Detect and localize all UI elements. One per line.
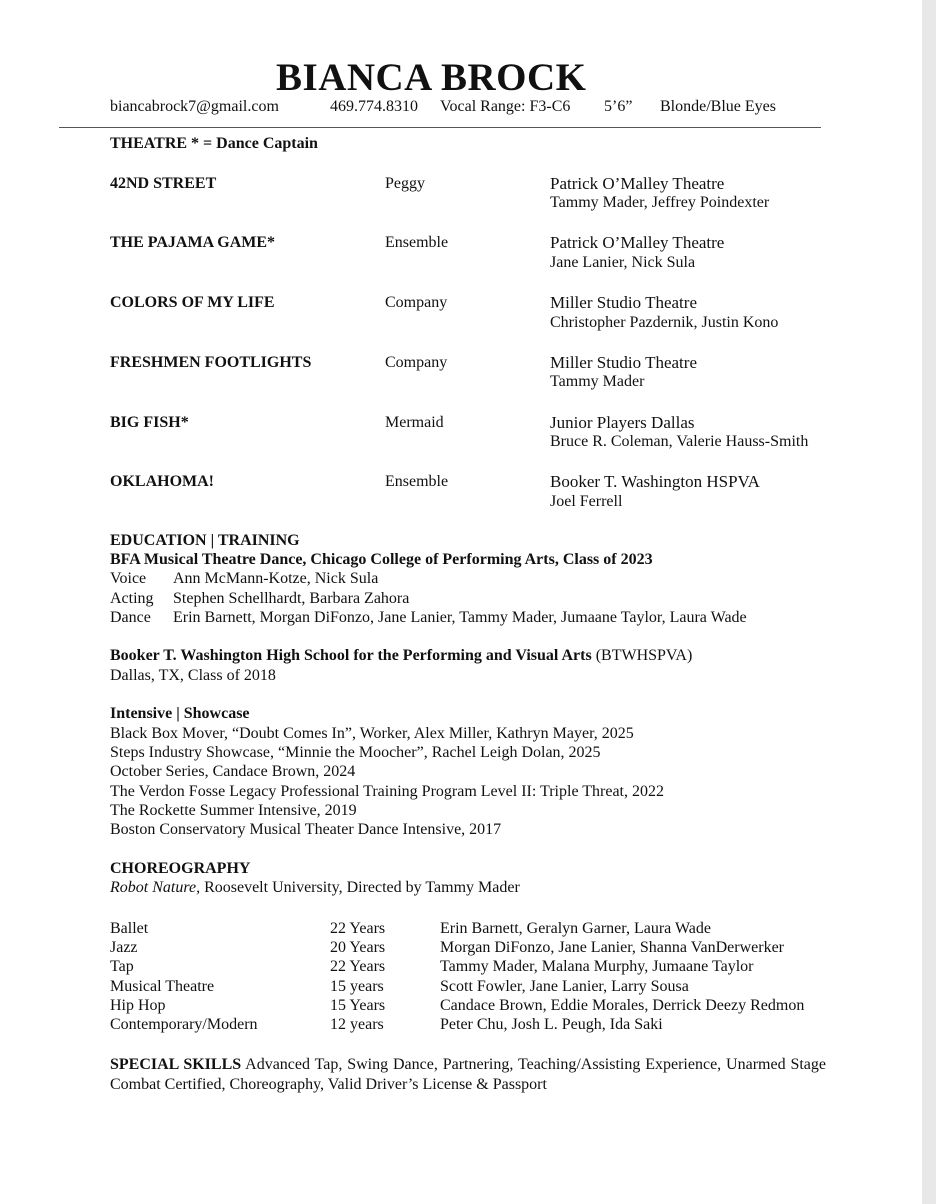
training-teachers: Ann McMann-Kotze, Nick Sula	[173, 570, 379, 587]
skill-years: 15 Years	[330, 997, 386, 1014]
bfa-degree: BFA Musical Theatre Dance, Chicago College of Performing Arts, Class of 2023	[110, 551, 653, 568]
training-label: Voice	[110, 570, 147, 587]
skill-style: Musical Theatre	[110, 978, 215, 995]
training-teachers: Erin Barnett, Morgan DiFonzo, Jane Lanier, Tammy Mader, Jumaane Taylor, Laura Wade	[173, 609, 747, 626]
intensive-item: Black Box Mover, “Doubt Comes In”, Worker, Alex Miller, Kathryn Mayer, 2025	[110, 725, 634, 742]
intensive-item: Steps Industry Showcase, “Minnie the Moocher”, Rachel Leigh Dolan, 2025	[110, 744, 601, 761]
intensive-item: The Rockette Summer Intensive, 2019	[110, 802, 357, 819]
show-title: OKLAHOMA!	[110, 473, 214, 490]
skill-teachers: Morgan DiFonzo, Jane Lanier, Shanna VanDerwerker	[440, 939, 784, 956]
skill-teachers: Peter Chu, Josh L. Peugh, Ida Saki	[440, 1016, 663, 1033]
skill-teachers: Tammy Mader, Malana Murphy, Jumaane Taylor	[440, 958, 754, 975]
show-role: Ensemble	[385, 234, 449, 251]
phone-text: 469.774.8310	[330, 98, 418, 115]
theatre-heading: THEATRE * = Dance Captain	[110, 135, 318, 152]
intensive-item: October Series, Candace Brown, 2024	[110, 763, 356, 780]
show-directors: Joel Ferrell	[550, 493, 623, 510]
show-directors: Christopher Pazdernik, Justin Kono	[550, 314, 779, 331]
intensive-item: The Verdon Fosse Legacy Professional Training Program Level II: Triple Threat, 2022	[110, 783, 664, 800]
show-title: COLORS OF MY LIFE	[110, 294, 275, 311]
training-teachers: Stephen Schellhardt, Barbara Zahora	[173, 590, 410, 607]
training-label: Dance	[110, 609, 151, 626]
skill-teachers: Scott Fowler, Jane Lanier, Larry Sousa	[440, 978, 689, 995]
choreography-work	[110, 879, 520, 897]
skill-teachers: Candace Brown, Eddie Morales, Derrick Deezy Redmon	[440, 997, 805, 1014]
skill-teachers: Erin Barnett, Geralyn Garner, Laura Wade	[440, 920, 711, 937]
show-directors: Tammy Mader, Jeffrey Poindexter	[550, 194, 770, 211]
show-title: FRESHMEN FOOTLIGHTS	[110, 354, 312, 371]
special-skills-text: Advanced Tap, Swing Dance, Partnering, Teaching/Assisting Experience, Unarmed Stage Combat Certified, Choreography, Valid Driver’s License & Passport	[110, 1056, 827, 1093]
show-title: THE PAJAMA GAME*	[110, 234, 276, 251]
show-venue: Miller Studio Theatre	[550, 293, 697, 312]
header-divider	[59, 127, 821, 128]
special-skills	[110, 1055, 826, 1094]
high-school-name: Booker T. Washington High School for the Performing and Visual Arts	[110, 647, 592, 664]
skill-years: 22 Years	[330, 958, 386, 975]
skill-style: Hip Hop	[110, 997, 166, 1014]
special-skills-heading: SPECIAL SKILLS	[110, 1056, 242, 1073]
high-school-line	[110, 647, 692, 665]
show-directors: Tammy Mader	[550, 373, 645, 390]
show-directors: Jane Lanier, Nick Sula	[550, 254, 696, 271]
vocal-range-text: Vocal Range: F3-C6	[440, 98, 571, 115]
choreography-heading: CHOREOGRAPHY	[110, 860, 251, 877]
show-role: Peggy	[385, 175, 425, 192]
training-label: Acting	[110, 590, 154, 607]
skill-years: 12 years	[330, 1016, 384, 1033]
choreography-title: Robot Nature,	[110, 879, 201, 896]
show-venue: Booker T. Washington HSPVA	[550, 472, 760, 491]
show-role: Company	[385, 294, 448, 311]
intensive-heading: Intensive | Showcase	[110, 705, 250, 722]
show-venue: Patrick O’Malley Theatre	[550, 233, 725, 252]
skill-years: 15 years	[330, 978, 384, 995]
skill-years: 20 Years	[330, 939, 386, 956]
intensive-item: Boston Conservatory Musical Theater Dance Intensive, 2017	[110, 821, 502, 838]
show-role: Ensemble	[385, 473, 449, 490]
skill-style: Contemporary/Modern	[110, 1016, 258, 1033]
show-venue: Miller Studio Theatre	[550, 353, 697, 372]
show-venue: Junior Players Dallas	[550, 413, 695, 432]
high-school-location: Dallas, TX, Class of 2018	[110, 667, 276, 684]
email-text: biancabrock7@gmail.com	[110, 98, 279, 115]
show-role: Mermaid	[385, 414, 444, 431]
show-title: 42ND STREET	[110, 175, 217, 192]
skill-years: 22 Years	[330, 920, 386, 937]
show-title: BIG FISH*	[110, 414, 189, 431]
skill-style: Jazz	[110, 939, 138, 956]
high-school-abbr: (BTWHSPVA)	[591, 647, 693, 664]
resume-name: BIANCA BROCK	[276, 56, 587, 99]
show-directors: Bruce R. Coleman, Valerie Hauss-Smith	[550, 433, 809, 450]
height-text: 5’6”	[604, 98, 633, 115]
skill-style: Tap	[110, 958, 134, 975]
education-heading: EDUCATION | TRAINING	[110, 532, 300, 549]
show-role: Company	[385, 354, 448, 371]
show-venue: Patrick O’Malley Theatre	[550, 174, 725, 193]
hair-eyes-text: Blonde/Blue Eyes	[660, 98, 776, 115]
choreography-detail: Roosevelt University, Directed by Tammy Mader	[200, 879, 520, 896]
skill-style: Ballet	[110, 920, 149, 937]
